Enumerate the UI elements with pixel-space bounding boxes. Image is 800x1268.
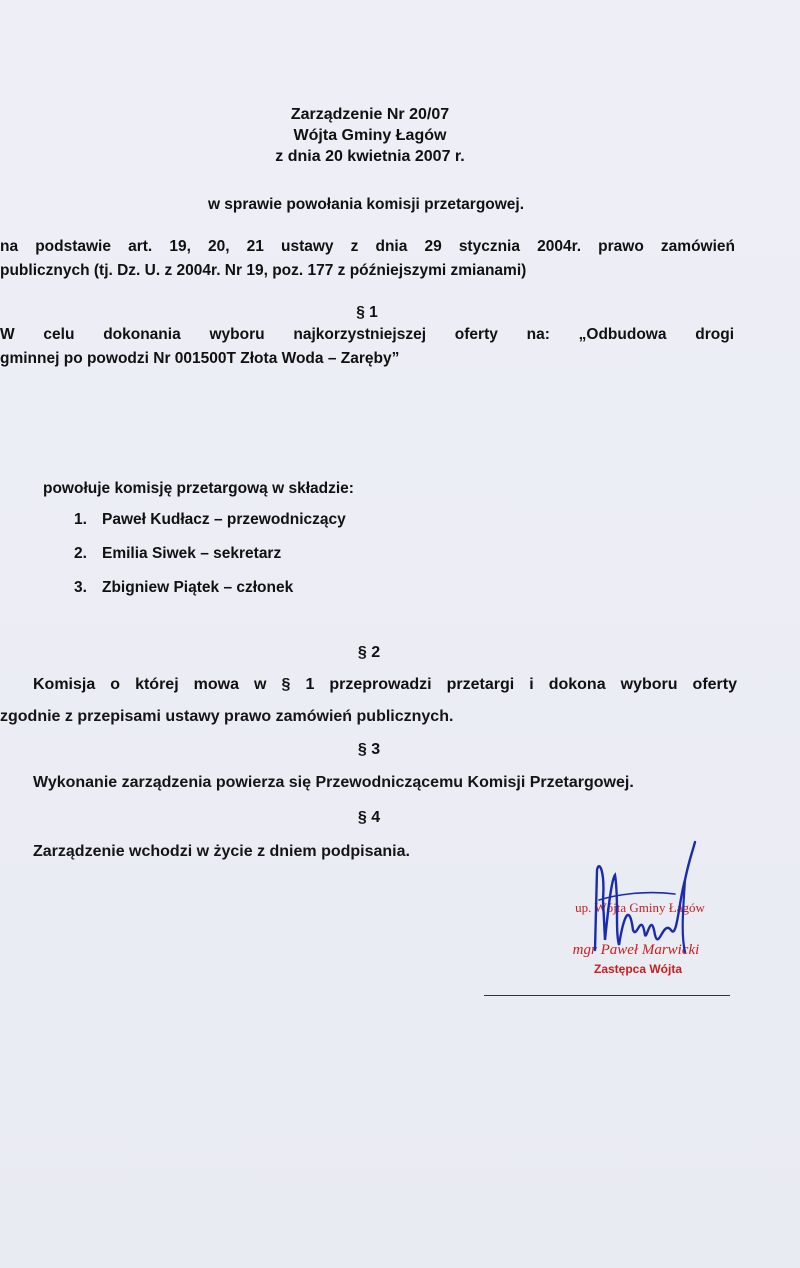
stamp-authority: up. Wójta Gminy Łagów [575,900,705,915]
section-2-line-1: Komisja o której mowa w § 1 przeprowadzi przetargi i dokona wyboru oferty [33,676,737,693]
committee-member [74,545,281,563]
document-title: Zarządzenie Nr 20/07 [290,106,450,123]
document-date: z dnia 20 kwietnia 2007 r. [275,148,465,165]
member-number: 2. [74,545,87,562]
legal-basis-line-1: na podstawie art. 19, 20, 21 ustawy z dnia 29 stycznia 2004r. prawo zamówień [0,238,735,255]
section-2-heading: § 2 [357,644,381,661]
member-name: Zbigniew Piątek – członek [102,579,294,596]
section-1-line-1: W celu dokonania wyboru najkorzystniejszej oferty na: „Odbudowa drogi [0,326,734,343]
section-3-heading: § 3 [357,741,381,758]
committee-member [74,579,293,597]
document-subject: w sprawie powołania komisji przetargowej. [207,196,525,213]
stamp-position: Zastępca Wójta [593,962,683,976]
member-name: Paweł Kudłacz – przewodniczący [102,511,346,528]
stamp-name: mgr Paweł Marwicki [572,942,700,958]
section-1-heading: § 1 [356,304,378,321]
handwritten-signature [585,840,715,960]
section-1-line-2: gminnej po powodzi Nr 001500T Złota Woda – Zaręby” [0,350,400,367]
committee-member [74,511,346,529]
signature-line [484,995,730,996]
section-4-text: Zarządzenie wchodzi w życie z dniem podpisania. [33,843,410,860]
legal-basis-line-2: publicznych (tj. Dz. U. z 2004r. Nr 19, poz. 177 z późniejszymi zmianami) [0,262,527,279]
committee-intro: powołuje komisję przetargową w składzie: [43,480,354,497]
section-3-text: Wykonanie zarządzenia powierza się Przewodniczącemu Komisji Przetargowej. [33,774,634,791]
document-issuer: Wójta Gminy Łagów [293,127,447,144]
member-number: 3. [74,579,87,596]
member-name: Emilia Siwek – sekretarz [102,545,282,562]
section-2-line-2: zgodnie z przepisami ustawy prawo zamówień publicznych. [0,708,454,725]
member-number: 1. [74,511,87,528]
section-4-heading: § 4 [357,809,381,826]
